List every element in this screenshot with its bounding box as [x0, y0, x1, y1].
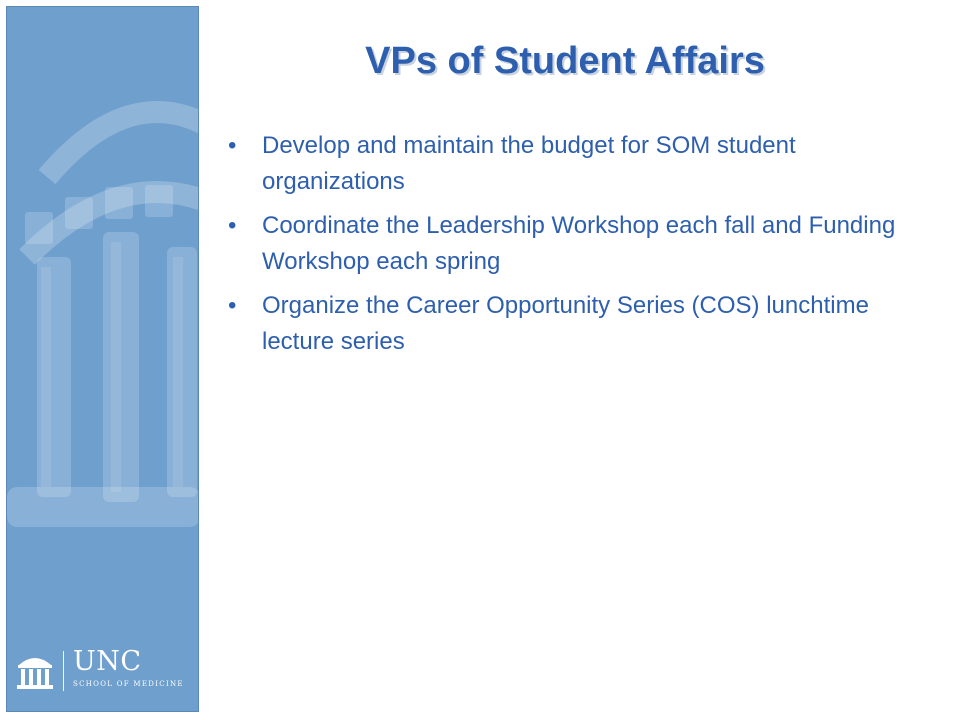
bullet-list — [228, 128, 908, 368]
old-well-watermark-icon — [7, 7, 199, 712]
bullet-text: Organize the Career Opportunity Series (COS) lunchtime lecture series — [262, 292, 869, 355]
logo-name: UNC — [73, 646, 142, 677]
side-panel — [6, 6, 199, 712]
old-well-icon — [15, 651, 55, 691]
bullet-icon: • — [228, 132, 237, 159]
bullet-icon: • — [228, 212, 237, 239]
bullet-text: Develop and maintain the budget for SOM student organizations — [262, 132, 796, 195]
bullet-item — [228, 208, 908, 280]
bullet-item — [228, 288, 908, 360]
logo-subtitle: SCHOOL OF MEDICINE — [73, 680, 184, 688]
slide-title: VPs of Student Affairs — [365, 40, 765, 82]
bullet-text: Coordinate the Leadership Workshop each fall and Funding Workshop each spring — [262, 212, 896, 275]
bullet-item — [228, 128, 908, 200]
logo-divider — [63, 651, 64, 691]
bullet-icon: • — [228, 292, 237, 319]
unc-logo — [15, 647, 198, 695]
